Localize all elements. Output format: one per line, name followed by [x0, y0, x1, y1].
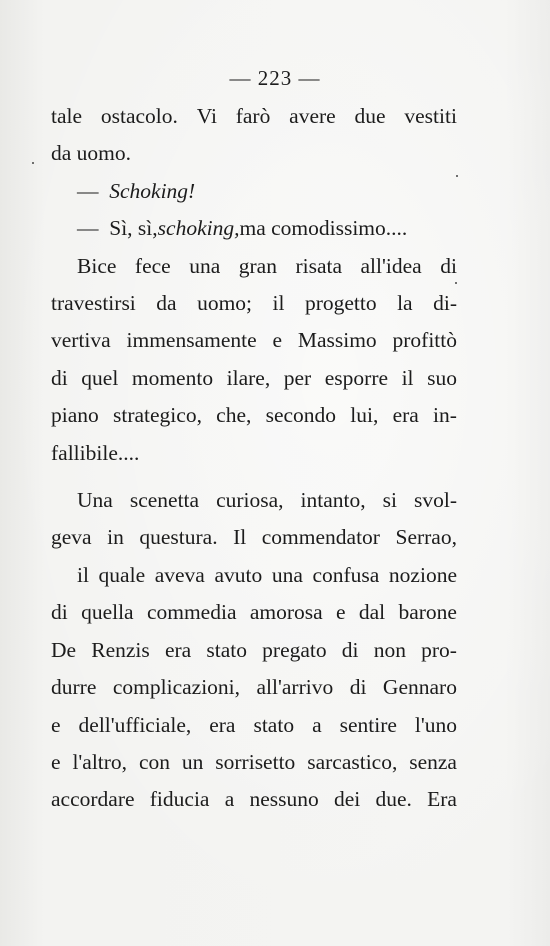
word: confusa — [312, 562, 380, 587]
word: di — [51, 365, 68, 390]
word: Sì, sì, — [109, 216, 158, 241]
text-line — [51, 285, 457, 322]
word: a — [224, 787, 235, 812]
word: travestirsi — [51, 291, 136, 316]
text-line — [51, 210, 457, 247]
word: piano — [51, 403, 99, 428]
word: dell'ufficiale, — [78, 712, 192, 737]
word: suo — [427, 365, 457, 390]
word: la — [397, 291, 413, 316]
word: ostacolo. — [100, 104, 178, 128]
word: momento — [131, 365, 214, 390]
text-line — [51, 557, 457, 594]
word: Serrao, — [395, 525, 457, 550]
word: sarcastico, — [307, 749, 398, 774]
page-number: — 223 — — [229, 66, 321, 90]
word: stato — [253, 712, 295, 737]
word: lui, — [350, 403, 379, 428]
word: amorosa — [249, 600, 323, 625]
word: con — [138, 749, 170, 774]
word: commedia — [146, 600, 237, 625]
word: non — [373, 637, 406, 662]
word: pregato — [262, 637, 327, 662]
word: — — [77, 216, 99, 241]
word: quale — [98, 562, 146, 587]
text-line — [51, 669, 457, 706]
word: da uomo. — [51, 141, 132, 166]
text-line — [51, 322, 457, 359]
text-line — [51, 744, 457, 781]
word: e — [51, 749, 61, 774]
word: Era — [427, 787, 457, 812]
word: pro- — [421, 637, 457, 662]
text-line — [51, 98, 457, 135]
word: fiducia — [149, 787, 210, 812]
word: scenetta — [129, 488, 200, 513]
word: esporre — [324, 365, 389, 390]
body-text — [51, 98, 457, 819]
word: barone — [398, 600, 457, 625]
word: due — [354, 104, 386, 128]
word: Vi — [196, 104, 217, 128]
word: Una — [77, 488, 113, 513]
word: di — [349, 675, 367, 700]
paper-speck — [456, 175, 458, 177]
word: aveva — [154, 562, 205, 587]
word: era — [209, 712, 236, 737]
word: Renzis — [91, 637, 150, 662]
text-line — [51, 173, 457, 210]
word: Bice — [77, 253, 117, 278]
text-line — [51, 360, 457, 397]
word: immensamente — [126, 328, 257, 353]
word: di — [51, 600, 68, 625]
word: risata — [295, 253, 343, 278]
word: il — [401, 365, 414, 390]
text-line — [51, 435, 457, 472]
word: vestiti — [404, 104, 457, 128]
word: in- — [433, 403, 457, 428]
word: accordare — [51, 787, 135, 812]
word: progetto — [304, 291, 377, 316]
word: farò — [235, 104, 271, 128]
word: sentire — [339, 712, 397, 737]
word: avuto — [214, 562, 263, 587]
text-line — [51, 135, 457, 172]
word: senza — [409, 749, 457, 774]
word: vertiva — [51, 328, 111, 353]
word: l'uno — [414, 712, 457, 737]
text-line — [51, 482, 457, 519]
word: si — [382, 488, 397, 513]
word: ma comodissimo.... — [239, 216, 408, 241]
word: all'idea — [360, 253, 422, 278]
text-line — [51, 248, 457, 285]
word: di — [440, 253, 457, 278]
word: — — [77, 178, 99, 203]
word: una — [189, 253, 221, 278]
word: che, — [216, 403, 252, 428]
word: il — [77, 562, 89, 587]
word: gran — [238, 253, 277, 278]
text-line — [51, 632, 457, 669]
word: l'altro, — [72, 749, 128, 774]
word: intanto, — [300, 488, 366, 513]
word: per — [283, 365, 312, 390]
word: durre — [51, 675, 97, 700]
word: strategico, — [113, 403, 202, 428]
word: a — [312, 712, 322, 737]
word: il — [272, 291, 285, 316]
word: nessuno — [249, 787, 319, 812]
word: era — [164, 637, 192, 662]
text-line — [51, 397, 457, 434]
text-line — [51, 781, 457, 818]
word: fece — [134, 253, 171, 278]
word: dal — [358, 600, 386, 625]
text-line — [51, 519, 457, 556]
word: e — [272, 328, 283, 353]
word: complicazioni, — [112, 675, 241, 700]
word: profittò — [392, 328, 457, 353]
word: commendator — [261, 525, 380, 550]
word: era — [392, 403, 419, 428]
word: e — [51, 712, 61, 737]
word: stato — [206, 637, 247, 662]
word: Schoking! — [109, 178, 196, 203]
word: secondo — [265, 403, 337, 428]
word: tale — [51, 104, 83, 128]
word: fallibile.... — [51, 440, 140, 465]
word: uomo; — [197, 291, 253, 316]
word: e — [336, 600, 346, 625]
text-line — [51, 707, 457, 744]
word: Il — [233, 525, 247, 550]
word: Gennaro — [382, 675, 457, 700]
word: un — [181, 749, 204, 774]
word: una — [271, 562, 303, 587]
word: ilare, — [226, 365, 271, 390]
paper-speck — [32, 162, 34, 164]
word: sorrisetto — [215, 749, 296, 774]
word: nozione — [388, 562, 457, 587]
word: avere — [289, 104, 336, 128]
word: quella — [81, 600, 134, 625]
word: in — [107, 525, 124, 550]
word: quel — [81, 365, 119, 390]
word: due. — [375, 787, 412, 812]
word: di — [341, 637, 359, 662]
word: Massimo — [297, 328, 377, 353]
word: De — [51, 637, 77, 662]
word: di- — [433, 291, 457, 316]
word: all'arrivo — [256, 675, 334, 700]
word: schoking, — [157, 216, 240, 241]
text-line — [51, 594, 457, 631]
word: dei — [333, 787, 361, 812]
word: geva — [51, 525, 92, 550]
paper-speck — [455, 282, 457, 284]
word: da — [156, 291, 177, 316]
word: questura. — [139, 525, 218, 550]
word: svol- — [413, 488, 457, 513]
word: curiosa, — [216, 488, 284, 513]
